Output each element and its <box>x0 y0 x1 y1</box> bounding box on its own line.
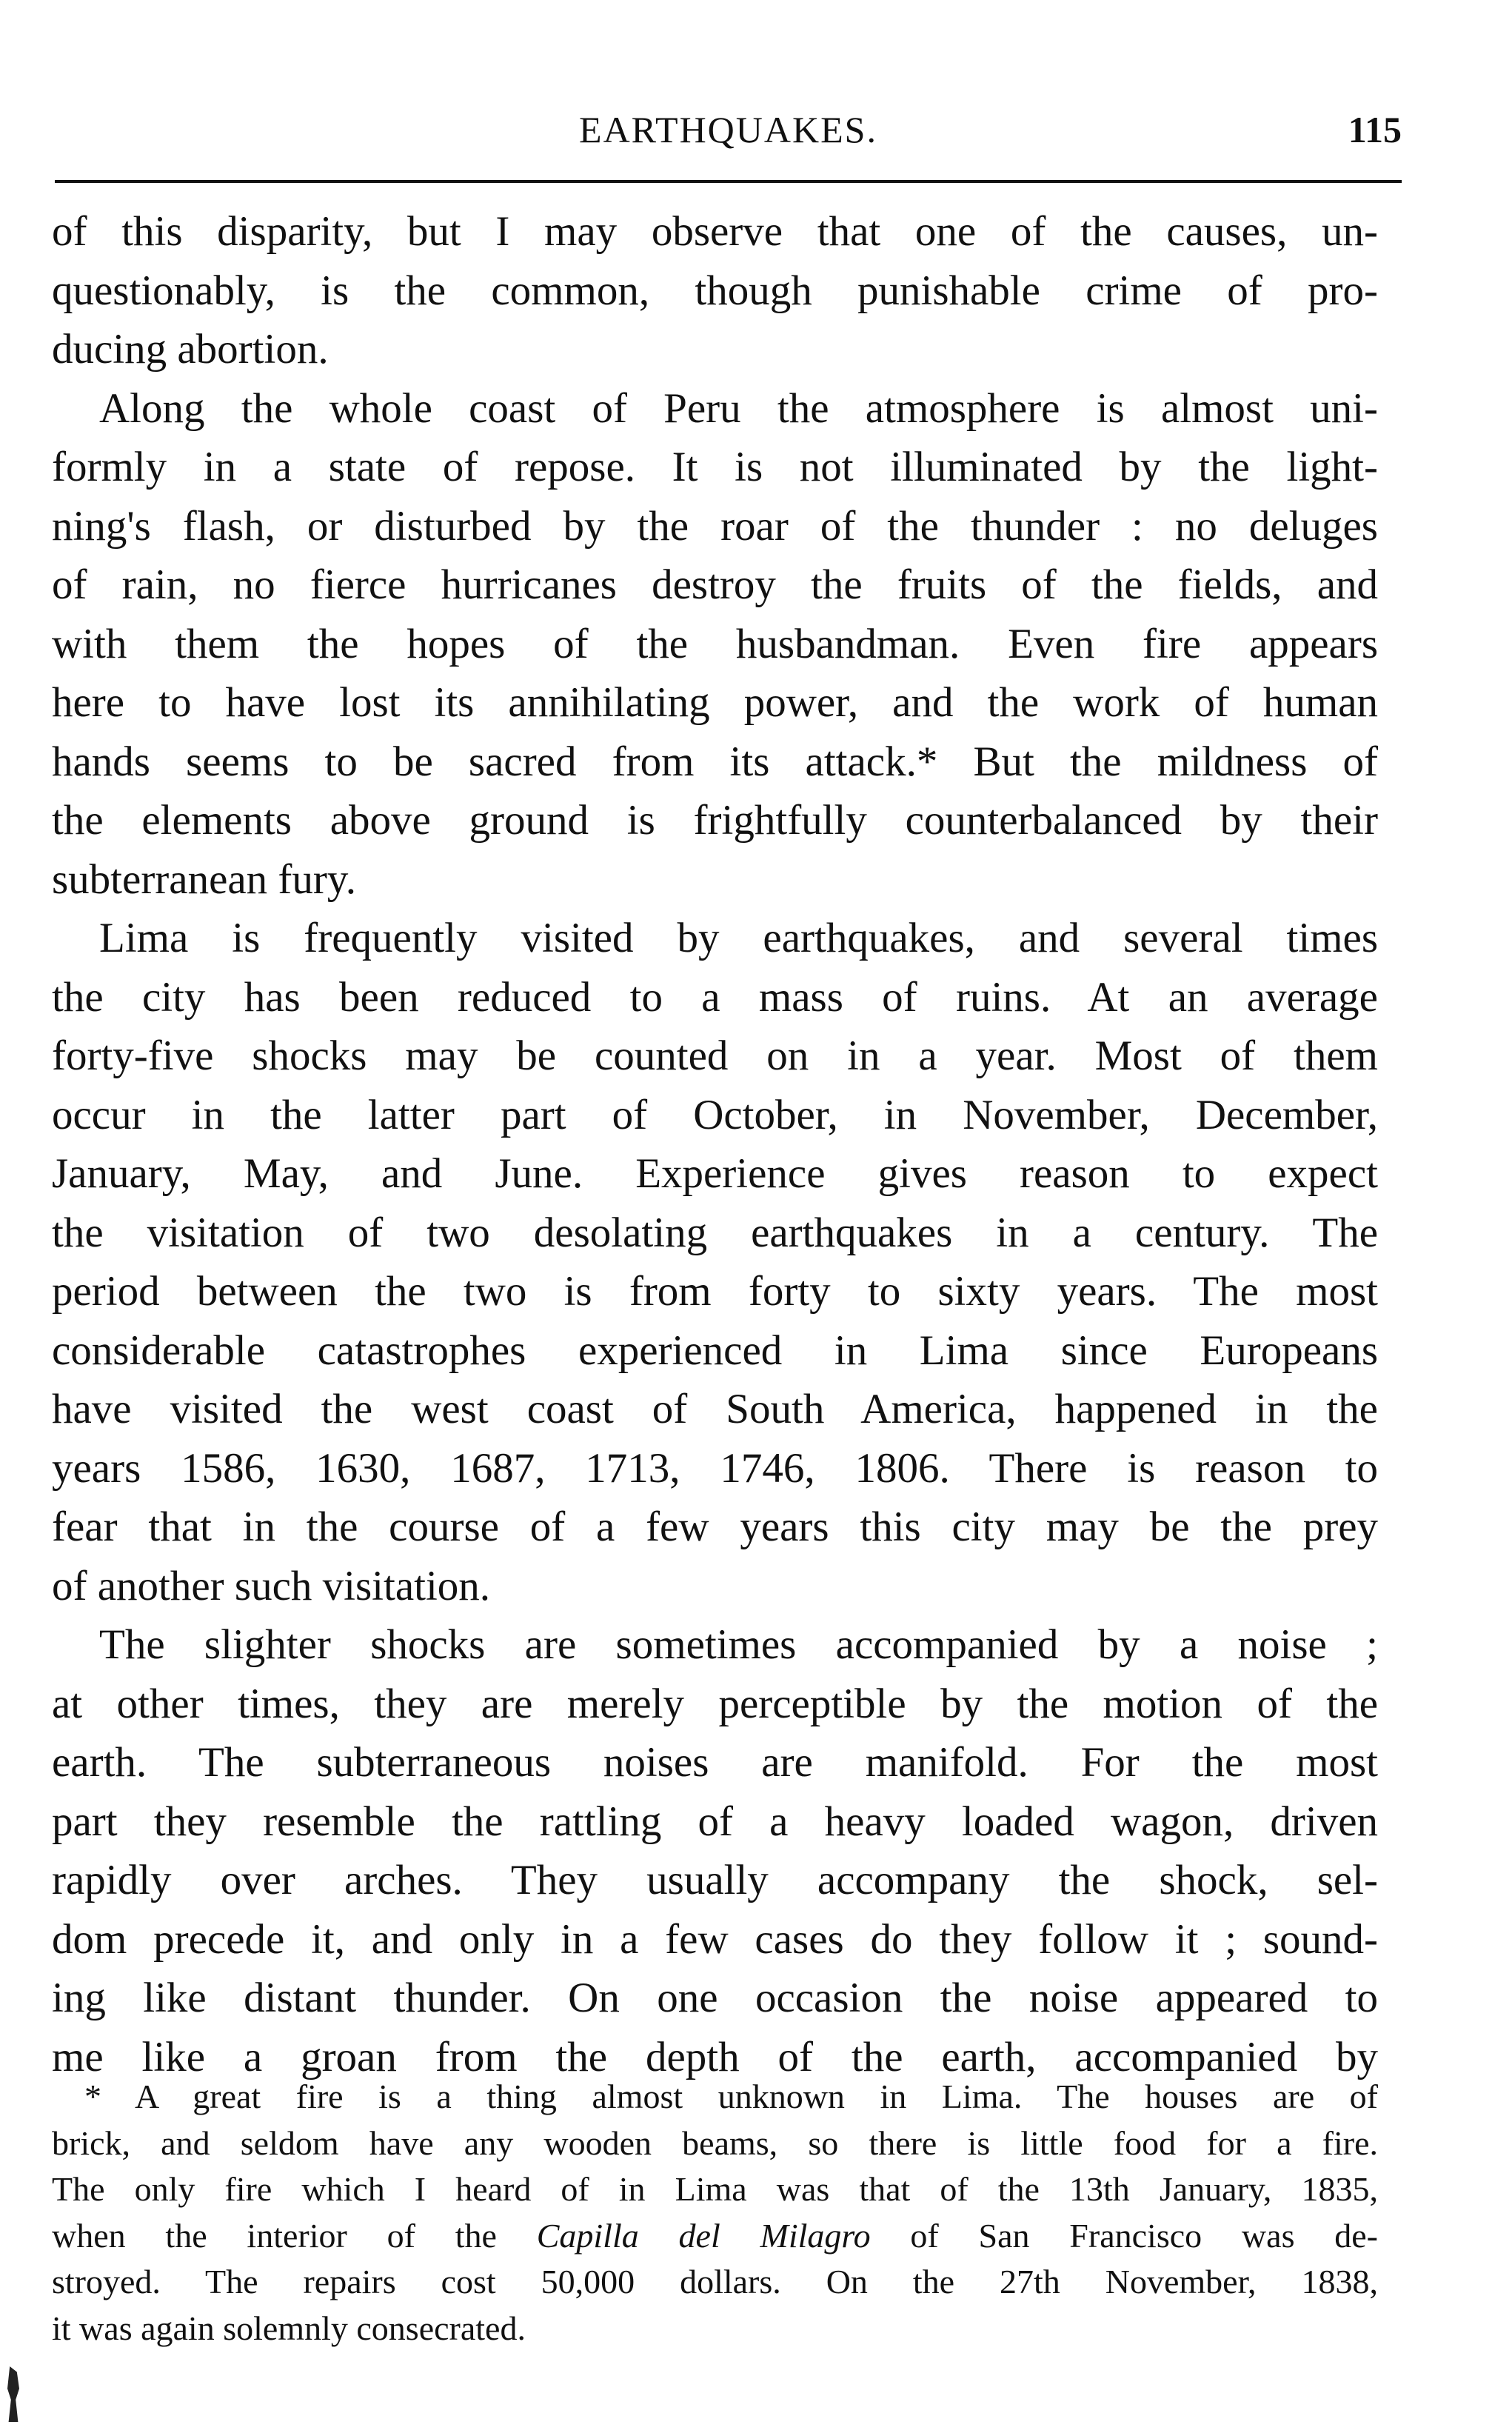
text-line: subterranean fury. <box>52 855 356 903</box>
text-line: ing like distant thunder. On one occasion the noise appeared to <box>52 1975 1378 2021</box>
footnote <box>52 2074 1378 2352</box>
text-line: The slighter shocks are sometimes accompanied by a noise ; <box>99 1621 1378 1668</box>
text-line: part they resemble the rattling of a heavy loaded wagon, driven <box>52 1798 1378 1845</box>
footnote-text: when the interior of the <box>52 2216 537 2255</box>
text-line: formly in a state of repose. It is not illuminated by the light- <box>52 444 1378 490</box>
footnote-text: The only fire which I heard of in Lima was that of the 13th January, 1835, <box>52 2170 1378 2209</box>
text-line: here to have lost its annihilating power, and the work of human <box>52 679 1378 726</box>
footnote-line <box>52 2120 1378 2167</box>
text-line: earth. The subterraneous noises are manifold. For the most <box>52 1739 1378 1786</box>
text-line: occur in the latter part of October, in November, December, <box>52 1091 1378 1138</box>
text-line: questionably, is the common, though punishable crime of pro- <box>52 267 1378 314</box>
text-line: January, May, and June. Experience gives reason to expect <box>52 1150 1378 1197</box>
footnote-line <box>52 2306 1378 2352</box>
text-line: forty-five shocks may be counted on in a year. Most of them <box>52 1032 1378 1079</box>
text-line: the visitation of two desolating earthquakes in a century. The <box>52 1209 1378 1256</box>
text-line: of another such visitation. <box>52 1562 491 1609</box>
footnote-text: of San Francisco was de- <box>870 2216 1378 2255</box>
text-line: ning's flash, or disturbed by the roar of the thunder : no deluges <box>52 502 1378 550</box>
running-head <box>55 108 1402 160</box>
text-line: of this disparity, but I may observe that one of the causes, un- <box>52 208 1378 255</box>
header-rule <box>55 180 1402 183</box>
text-line: dom precede it, and only in a few cases do they follow it ; sound- <box>52 1915 1378 1963</box>
italic-text: Capilla del Milagro <box>536 2216 871 2255</box>
footnote-text: it was again solemnly consecrated. <box>52 2309 526 2347</box>
text-line: rapidly over arches. They usually accompany the shock, sel- <box>52 1857 1378 1903</box>
footnote-text: stroyed. The repairs cost 50,000 dollars. On the 27th November, 1838, <box>52 2263 1378 2301</box>
footnote-text: brick, and seldom have any wooden beams, so there is little food for a fire. <box>52 2123 1378 2162</box>
text-line: Along the whole coast of Peru the atmosphere is almost uni- <box>99 384 1378 432</box>
text-line: the elements above ground is frightfully counterbalanced by their <box>52 797 1378 844</box>
text-line: considerable catastrophes experienced in Lima since Europeans <box>52 1327 1378 1374</box>
text-line: have visited the west coast of South America, happened in the <box>52 1386 1378 1432</box>
text-line: fear that in the course of a few years this city may be the prey <box>52 1504 1378 1550</box>
footnote-line <box>52 2213 1378 2260</box>
text-line: hands seems to be sacred from its attack.* But the mildness of <box>52 738 1378 785</box>
footnote-line <box>52 2074 1378 2120</box>
text-line: of rain, no fierce hurricanes destroy the fruits of the fields, and <box>52 561 1378 608</box>
footnote-line <box>52 2166 1378 2213</box>
page-edge-mark <box>7 2366 19 2422</box>
text-line: the city has been reduced to a mass of ruins. At an average <box>52 973 1378 1021</box>
text-line: me like a groan from the depth of the earth, accompanied by <box>52 2033 1378 2080</box>
text-line: at other times, they are merely perceptible by the motion of the <box>52 1680 1378 1727</box>
text-line: Lima is frequently visited by earthquakes, and several times <box>99 915 1378 961</box>
text-line: years 1586, 1630, 1687, 1713, 1746, 1806. There is reason to <box>52 1444 1378 1492</box>
body-text <box>52 202 1378 2086</box>
footnote-line <box>52 2259 1378 2306</box>
page-number: 115 <box>1348 109 1402 150</box>
running-title: EARTHQUAKES. <box>579 109 877 150</box>
footnote-text: * A great fire is a thing almost unknown in Lima. The houses are of <box>84 2078 1378 2115</box>
text-line: with them the hopes of the husbandman. Even fire appears <box>52 620 1378 667</box>
text-line: ducing abortion. <box>52 326 329 373</box>
text-line: period between the two is from forty to sixty years. The most <box>52 1268 1378 1315</box>
